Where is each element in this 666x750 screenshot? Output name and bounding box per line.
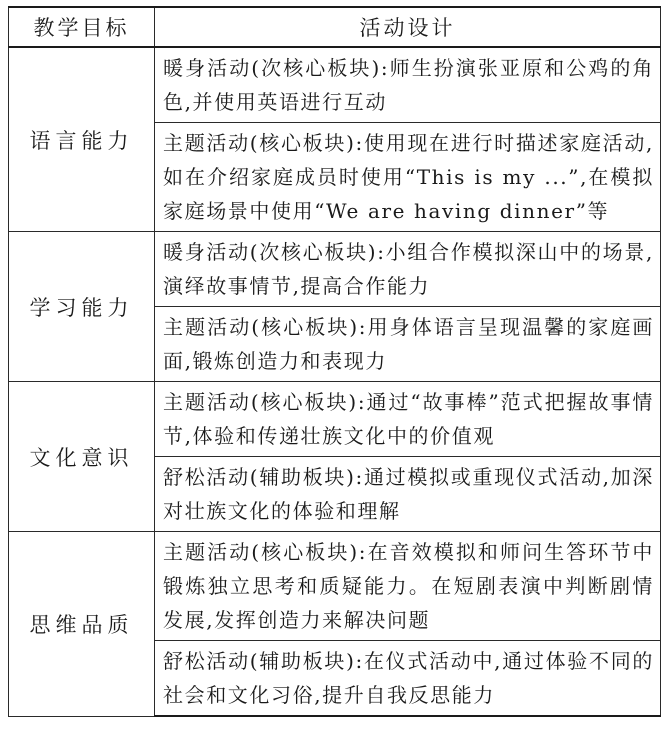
activity-cell: 主题活动(核心板块):在音效模拟和师问生答环节中锻炼独立思考和质疑能力。在短剧表演中判断剧情发展,发挥创造力来解决问题 <box>155 532 661 641</box>
goal-cell-culture: 文化意识 <box>9 382 155 532</box>
table-row <box>9 232 661 307</box>
goal-cell-learning: 学习能力 <box>9 232 155 382</box>
table-row <box>9 532 661 641</box>
activity-cell: 主题活动(核心板块):通过“故事棒”范式把握故事情节,体验和传递壮族文化中的价值观 <box>155 382 661 457</box>
table-header-row <box>9 7 661 47</box>
goal-cell-thinking: 思维品质 <box>9 532 155 717</box>
table-row <box>9 382 661 457</box>
goal-cell-language: 语言能力 <box>9 47 155 232</box>
header-activity-design: 活动设计 <box>155 7 661 47</box>
activity-cell: 主题活动(核心板块):用身体语言呈现温馨的家庭画面,锻炼创造力和表现力 <box>155 307 661 382</box>
activity-cell: 舒松活动(辅助板块):在仪式活动中,通过体验不同的社会和文化习俗,提升自我反思能力 <box>155 641 661 717</box>
activity-design-table <box>8 6 661 717</box>
activity-cell: 主题活动(核心板块):使用现在进行时描述家庭活动,如在介绍家庭成员时使用“This is my ...”,在模拟家庭场景中使用“We are having dinner”等 <box>155 123 661 232</box>
activity-cell: 暖身活动(次核心板块):师生扮演张亚原和公鸡的角色,并使用英语进行互动 <box>155 47 661 123</box>
header-teaching-goal: 教学目标 <box>9 7 155 47</box>
table-row <box>9 47 661 123</box>
activity-cell: 舒松活动(辅助板块):通过模拟或重现仪式活动,加深对壮族文化的体验和理解 <box>155 457 661 532</box>
activity-cell: 暖身活动(次核心板块):小组合作模拟深山中的场景,演绎故事情节,提高合作能力 <box>155 232 661 307</box>
